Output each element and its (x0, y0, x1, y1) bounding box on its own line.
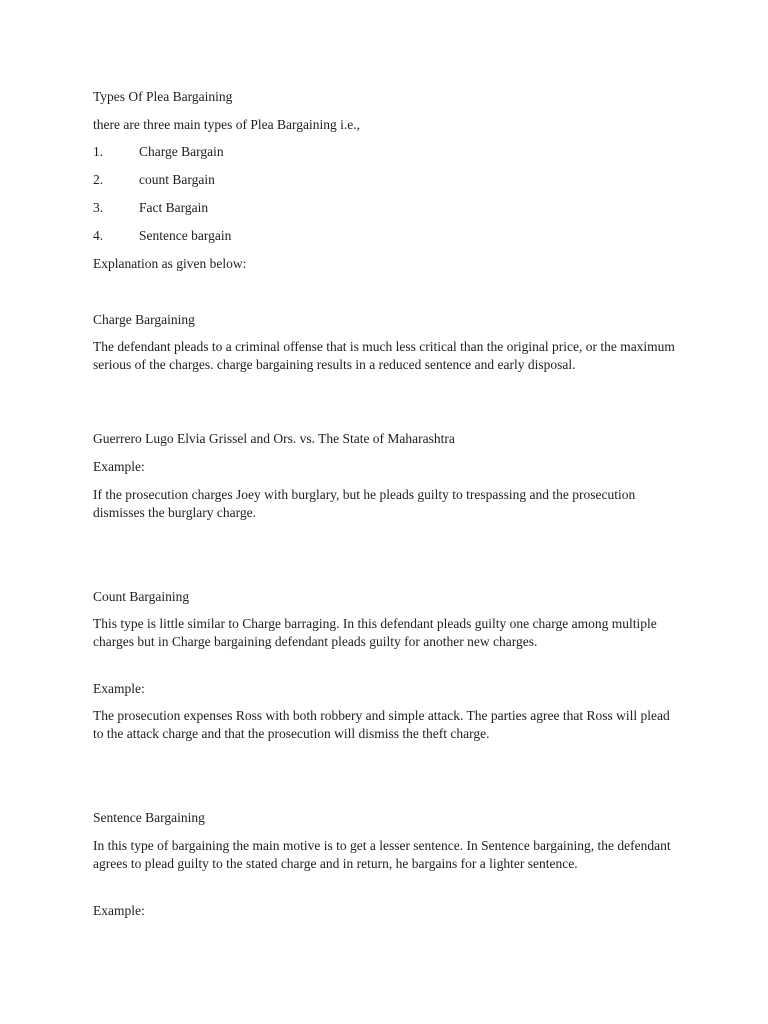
sentence-bargaining-heading: Sentence Bargaining (93, 810, 205, 825)
document-title: Types Of Plea Bargaining (93, 89, 233, 104)
sentence-example-label: Example: (93, 903, 145, 918)
charge-example-label: Example: (93, 459, 145, 474)
intro-text: there are three main types of Plea Bargaining i.e., (93, 117, 361, 132)
list-item-number: 1. (93, 144, 104, 159)
charge-bargaining-body: The defendant pleads to a criminal offense that is much less critical than the original price, or the maximum serious of the charges. charge bargaining results in a reduced sentence and early disposal. (93, 339, 675, 373)
count-example-label: Example: (93, 681, 145, 696)
list-item-number: 2. (93, 172, 104, 187)
sentence-bargaining-body: In this type of bargaining the main motive is to get a lesser sentence. In Sentence bargaining, the defendant agrees to plead guilty to the stated charge and in return, he bargains for a lighter sentence. (93, 838, 671, 872)
count-example-text: The prosecution expenses Ross with both robbery and simple attack. The parties agree that Ross will plead to the attack charge and that the prosecution will dismiss the theft charge. (93, 708, 670, 742)
list-item-text: Charge Bargain (139, 144, 224, 159)
count-bargaining-body: This type is little similar to Charge barraging. In this defendant pleads guilty one charge among multiple charges but in Charge bargaining defendant pleads guilty for another new charges. (93, 616, 657, 650)
count-bargaining-heading: Count Bargaining (93, 589, 190, 604)
list-item-number: 3. (93, 200, 104, 215)
list-item-text: Sentence bargain (139, 228, 232, 243)
charge-example-text: If the prosecution charges Joey with burglary, but he pleads guilty to trespassing and the prosecution dismisses the burglary charge. (93, 487, 636, 521)
charge-bargaining-heading: Charge Bargaining (93, 312, 195, 327)
list-item-text: Fact Bargain (139, 200, 209, 215)
explanation-intro: Explanation as given below: (93, 256, 247, 271)
list-item-text: count Bargain (139, 172, 215, 187)
case-citation: Guerrero Lugo Elvia Grissel and Ors. vs. The State of Maharashtra (93, 431, 455, 446)
list-item-number: 4. (93, 228, 104, 243)
